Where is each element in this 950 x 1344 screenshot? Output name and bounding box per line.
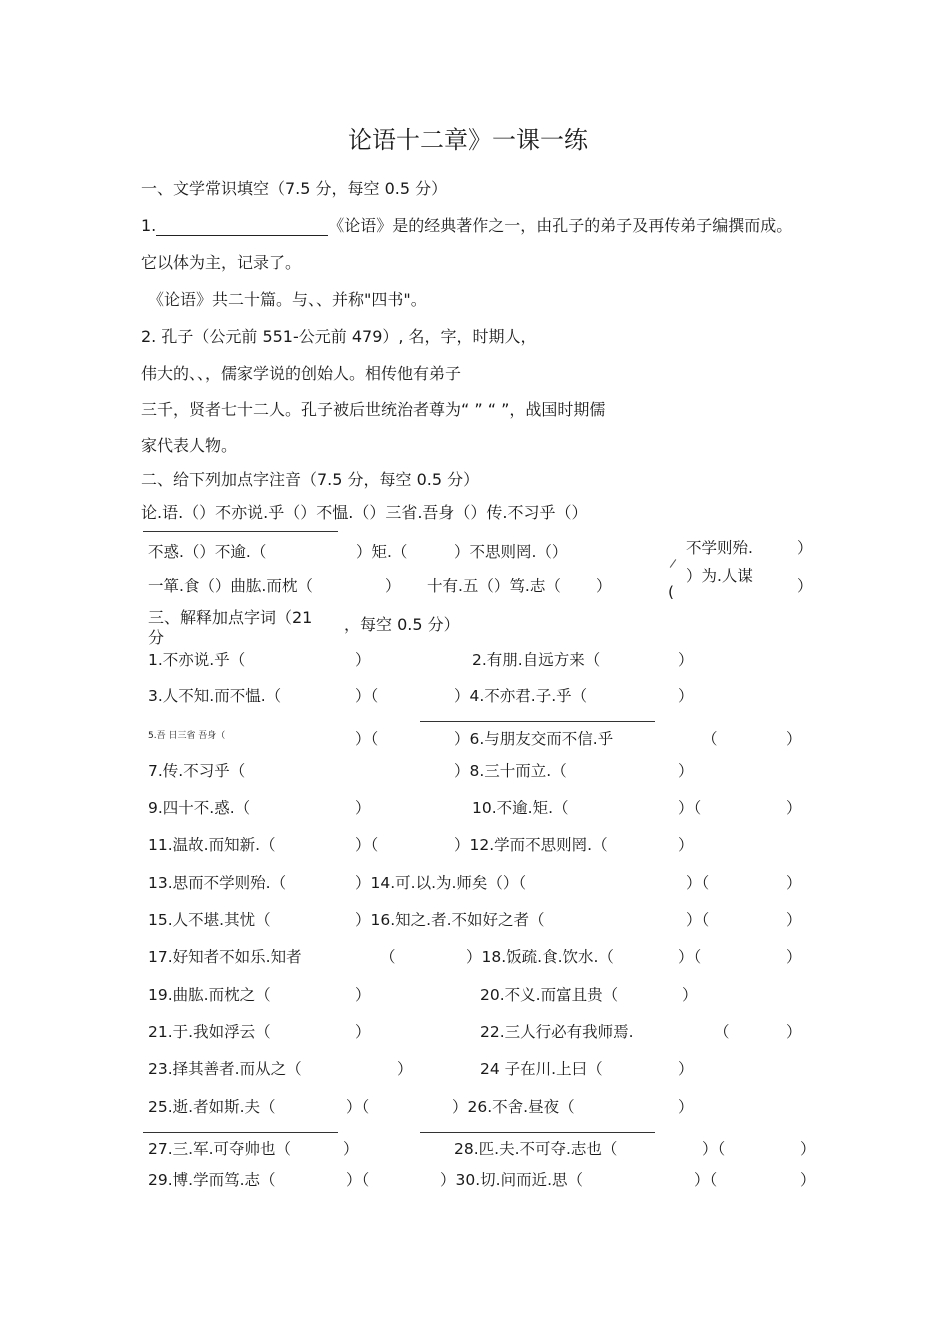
item-11-mid: ）（ [355,836,379,854]
item-3-mid: ）（ [355,687,379,705]
item-30-mid: ）（ [694,1171,718,1189]
answer-blank[interactable] [156,217,328,236]
item-23-close: ） [397,1060,413,1078]
item-26-close: ） [678,1098,694,1116]
item-18: ）18.饭疏.食.饮水.（ [466,948,614,966]
item-2-close: ） [678,651,694,669]
item-9-close: ） [355,799,371,817]
question-2: 2. 孔子（公元前 551-公元前 479）, 名，字，时期人， [141,327,537,346]
pinyin-row-2-a: 不惑.（）不逾.（ [148,543,267,561]
item-10-close: ） [786,799,802,817]
item-14: ）14.可.以.为.师矣（）（ [355,874,527,892]
item-22: 22.三人行必有我师焉. [480,1023,634,1041]
item-24: 24 子在川.上曰（ [480,1060,603,1078]
item-12: ）12.学而不思则罔.（ [454,836,608,854]
question-1-line-2: 它以体为主，记录了。 [141,253,302,272]
item-29-mid: ）（ [346,1171,370,1189]
item-23: 23.择其善者.而从之（ [148,1060,302,1078]
item-22-close: ） [786,1023,802,1041]
item-7: 7.传.不习乎（ [148,762,246,780]
item-12-close: ） [678,836,694,854]
item-4-close: ） [678,687,694,705]
item-20-close: ） [682,986,698,1004]
item-16-close: ） [786,911,802,929]
item-14-close: ） [786,874,802,892]
item-11: 11.温故.而知新.（ [148,836,276,854]
divider-line [420,721,655,722]
item-3: 3.人不知.而不愠.（ [148,687,282,705]
divider-line [420,1132,655,1133]
section-2-heading: 二、给下列加点字注音（7.5 分，每空 0.5 分） [141,470,480,489]
question-1 [141,213,792,236]
item-22-open: （ [714,1023,730,1041]
item-28-close: ） [800,1140,816,1158]
pinyin-row-3-a: 一箪.食（）曲肱.而枕（ [148,577,313,595]
item-19: 19.曲肱.而枕之（ [148,986,271,1004]
pinyin-row-2-d: 不学则殆. [686,539,753,557]
item-26: ）26.不舍.昼夜（ [452,1098,575,1116]
pinyin-row-3-d: ） [596,577,612,595]
question-1-text: 《论语》是的经典著作之一，由孔子的弟子及再传弟子编撰而成。 [328,216,793,235]
item-28-mid: ）（ [702,1140,726,1158]
item-20: 20.不义.而富且贵（ [480,986,619,1004]
pinyin-row-2-e: ） [797,539,813,557]
item-4: ）4.不亦君.子.乎（ [454,687,588,705]
item-8-close: ） [678,762,694,780]
item-10-mid: ）（ [678,799,702,817]
question-2-line-3: 三千，贤者七十二人。孔子被后世统治者尊为“ ” “ ”，战国时期儒 [141,400,606,419]
item-27: 27.三.军.可夺帅也（ [148,1140,292,1158]
item-28: 28.匹.夫.不可夺.志也（ [454,1140,618,1158]
section-3-heading-a: 三、解释加点字词（21 [148,608,313,627]
item-29: 29.博.学而笃.志（ [148,1171,276,1189]
pinyin-row-3-c: 十有.五（）笃.志（ [427,577,561,595]
item-30-close: ） [800,1171,816,1189]
item-17: 17.好知者不如乐.知者 [148,948,302,966]
item-19-close: ） [355,986,371,1004]
item-8: ）8.三十而立.（ [454,762,567,780]
section-3-heading-c: ，每空 0.5 分） [344,615,460,634]
pinyin-row-3-f: ） [797,577,813,595]
item-30: ）30.切.问而近.思（ [440,1171,584,1189]
pinyin-row-2-b: ）矩.（ [356,543,408,561]
item-25: 25.逝.者如斯.夫（ [148,1098,276,1116]
divider-line [143,531,338,532]
page-title: 论语十二章》一课一练 [348,126,588,154]
item-5-mid: ）（ [355,730,379,748]
item-16: ）16.知之.者.不如好之者（ [355,911,545,929]
item-13: 13.思而不学则殆.（ [148,874,287,892]
item-24-close: ） [678,1060,694,1078]
question-1-line-3: 《论语》共二十篇。与、、并称"四书"。 [148,290,427,309]
pinyin-row-3-b: ） [385,577,401,595]
item-14-mid: ）（ [686,874,710,892]
item-6: ）6.与朋友交而不信.乎 [454,730,614,748]
pinyin-row-1: 论.语.（）不亦说.乎（）不愠.（）三省.吾身（）传.不习乎（） [141,503,588,522]
section-3-heading-b: 分 [148,628,165,647]
pinyin-row-2-c: ）不思则罔.（） [454,543,568,561]
item-27-close: ） [343,1140,359,1158]
item-25-mid: ）（ [346,1098,370,1116]
item-1: 1.不亦说.乎（ [148,651,246,669]
question-2-line-2: 伟大的、、，儒家学说的创始人。相传他有弟子 [141,364,462,383]
item-17-open: （ [380,948,396,966]
item-1-close: ） [355,651,371,669]
item-18-close: ） [786,948,802,966]
question-2-line-4: 家代表人物。 [141,436,238,455]
item-16-mid: ）（ [686,911,710,929]
divider-line [143,1132,338,1133]
item-10: 10.不逾.矩.（ [472,799,569,817]
pinyin-row-3-g: ( [668,583,675,601]
item-15: 15.人不堪.其忧（ [148,911,271,929]
pinyin-row-3-e: ）为.人谋 [686,567,753,585]
item-21-close: ） [355,1023,371,1041]
item-6-close: ） [786,730,802,748]
section-1-heading: 一、文学常识填空（7.5 分，每空 0.5 分） [141,179,448,198]
item-2: 2.有朋.自远方来（ [472,651,601,669]
item-5: 5.吾 日三省 吾身（ [148,731,226,741]
item-18-mid: ）（ [678,948,702,966]
item-9: 9.四十不.惑.（ [148,799,251,817]
item-6-open: （ [702,730,718,748]
diagonal-mark [670,559,677,568]
item-21: 21.于.我如浮云（ [148,1023,271,1041]
question-1-number: 1. [141,216,157,235]
